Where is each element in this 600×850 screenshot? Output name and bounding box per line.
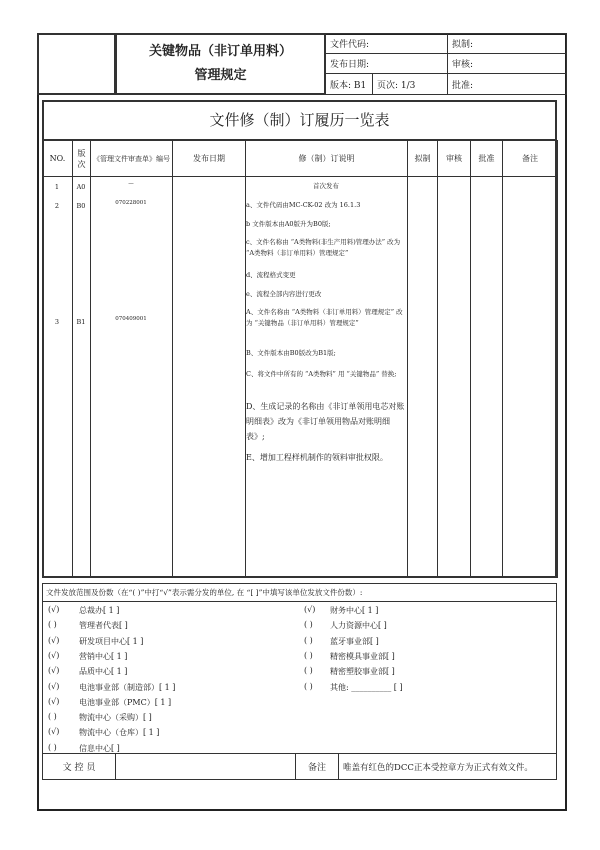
title-line-2: 管理规定: [194, 68, 247, 83]
revision-note: E、增加工程样机制作的领料审批权限。: [246, 453, 388, 462]
column-header: 备注: [502, 140, 558, 177]
distribution-checkbox[interactable]: (√): [48, 727, 60, 737]
drafted-field: 拟制:: [447, 33, 567, 54]
distribution-checkbox[interactable]: (√): [48, 635, 60, 645]
approved-field: 批准:: [447, 73, 567, 95]
row-review-code: 070409001: [115, 316, 147, 322]
distribution-checkbox[interactable]: ( ): [304, 620, 313, 630]
revision-note: c、文件名称由 “A类物料(非生产用料)管理办法” 改为 “A类物料（非订单用料）管理规定”: [246, 238, 401, 257]
revision-note: 首次发布: [313, 182, 339, 190]
row-version: A0: [76, 183, 86, 191]
revision-note: A、文件名称由 “A类物料（非订单用料）管理规定” 改为 “关键物品（非订单用料）管理规定”: [246, 308, 403, 327]
revision-note: D、生成记录的名称由《非订单领用电芯对账明细表》改为《非订单领用物品对账明细表》;: [246, 402, 405, 441]
distribution-checkbox[interactable]: ( ): [48, 620, 57, 630]
distribution-unit: 总裁办[ 1 ]: [79, 606, 120, 615]
version-field: 版本: B1: [325, 73, 373, 95]
distribution-checkbox[interactable]: ( ): [304, 681, 313, 691]
controller-signature-field: [115, 753, 296, 780]
revision-note: B、文件版本由B0版改为B1版;: [246, 349, 336, 357]
distribution-checkbox[interactable]: ( ): [48, 742, 57, 752]
column-header: 审核: [437, 140, 471, 177]
distribution-unit: 电池事业部（PMC）[ 1 ]: [79, 697, 172, 707]
logo-cell: [37, 33, 116, 95]
revision-note: e、流程全部内容进行更改: [246, 290, 322, 298]
column-header: 《管理文件审查单》编号: [90, 140, 173, 177]
row-version: B0: [76, 202, 86, 210]
distribution-unit: 人力资源中心[ ]: [330, 621, 387, 631]
history-title: 文件修（制）订履历一览表: [42, 100, 557, 140]
distribution-checkbox[interactable]: ( ): [304, 635, 313, 645]
column-body: [470, 176, 503, 578]
remark-text: 唯盖有红色的DCC正本受控章方为正式有效文件。: [338, 753, 557, 780]
revision-note: d、流程格式变更: [246, 271, 296, 279]
distribution-unit: 管理者代表[ ]: [79, 621, 128, 631]
distribution-checkbox[interactable]: (√): [48, 681, 60, 691]
page-field: 页次: 1/3: [372, 73, 448, 95]
column-header: 修（制）订说明: [245, 140, 408, 177]
revision-note: a、文件代码由MC-CK-02 改为 16.1.3: [246, 201, 361, 209]
row-no: 3: [54, 318, 60, 326]
distribution-unit: 电池事业部（制造部）[ 1 ]: [79, 682, 176, 692]
revision-note: b 文件版本由A0版升为B0版;: [246, 220, 331, 228]
column-header: 拟制: [407, 140, 438, 177]
reviewed-field: 审核:: [447, 53, 567, 74]
distribution-checkbox[interactable]: (√): [304, 605, 316, 614]
column-body: [437, 176, 471, 578]
document-title: [115, 33, 326, 95]
column-body: [407, 176, 438, 578]
distribution-checkbox[interactable]: ( ): [48, 712, 57, 722]
column-header: 发布日期: [172, 140, 246, 177]
column-body: [172, 176, 246, 578]
doc-code-field: 文件代码:: [325, 33, 448, 54]
distribution-checkbox[interactable]: ( ): [304, 650, 313, 660]
distribution-unit: 营销中心[ 1 ]: [79, 651, 128, 661]
issue-date-field: 发布日期:: [325, 53, 448, 74]
revision-note: C、将文件中所有的 “A类物料” 用 “关键物品” 替换;: [246, 370, 397, 378]
distribution-unit: 研发项目中心[ 1 ]: [79, 636, 144, 646]
column-header: 版次: [72, 140, 91, 177]
distribution-checkbox[interactable]: (√): [48, 696, 60, 706]
title-line-1: 关键物品（非订单用料）: [148, 44, 292, 59]
row-no: 1: [54, 183, 60, 191]
distribution-heading: 文件发放范围及份数（在“( )”中打“√”表示需分发的单位, 在 “[ ]”中填写该单位发放文件份数）:: [42, 583, 557, 602]
distribution-unit: 精密塑胶事业部[ ]: [330, 667, 395, 677]
controller-label: 文 控 员: [42, 753, 116, 780]
column-header: 批准: [470, 140, 503, 177]
row-review-code: 070228001: [115, 200, 147, 206]
distribution-unit: 精密模具事业部[ ]: [330, 651, 395, 661]
column-body: [90, 176, 173, 578]
distribution-checkbox[interactable]: (√): [48, 666, 60, 676]
distribution-unit: 信息中心[ ]: [79, 743, 120, 753]
column-header: NO.: [42, 140, 73, 177]
row-review-code: —: [128, 181, 134, 187]
column-body: [42, 176, 73, 578]
distribution-unit: 物流中心（采购）[ ]: [79, 713, 152, 723]
distribution-unit: 财务中心[ 1 ]: [330, 606, 379, 615]
distribution-unit: 蓝牙事业部[ ]: [330, 636, 379, 646]
distribution-checkbox[interactable]: ( ): [304, 666, 313, 676]
distribution-checkbox[interactable]: (√): [48, 650, 60, 660]
distribution-checkbox[interactable]: (√): [48, 605, 60, 614]
row-version: B1: [76, 318, 86, 326]
distribution-unit: 其他: __________ [ ]: [330, 682, 403, 692]
distribution-unit: 物流中心（仓库）[ 1 ]: [79, 728, 160, 738]
remark-label: 备注: [295, 753, 339, 780]
column-body: [502, 176, 558, 578]
column-body: [72, 176, 91, 578]
row-no: 2: [54, 202, 60, 210]
distribution-unit: 品质中心[ 1 ]: [79, 667, 128, 677]
